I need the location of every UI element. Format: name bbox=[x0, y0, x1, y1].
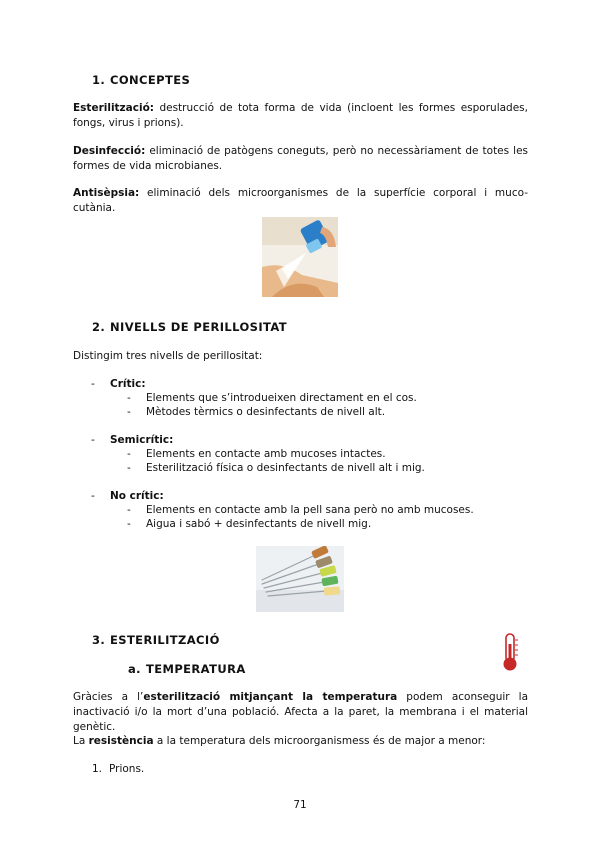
concept-disinfection: Desinfecció: eliminació de patògens coneguts, però no necessàriament de totes les formes de vida microbianes. bbox=[73, 145, 528, 172]
levels-intro: Distingim tres nivells de perillositat: bbox=[73, 350, 263, 362]
resistance-paragraph: La resistència a la temperatura dels microorganismess és de major a menor: bbox=[73, 735, 486, 747]
section-2-heading: 2. NIVELLS DE PERILLOSITAT bbox=[92, 320, 288, 334]
level-semicritical: - Semicrític: bbox=[91, 434, 174, 446]
section-3-heading: 3. ESTERILITZACIÓ bbox=[92, 633, 220, 647]
level-noncritical-item: - Aigua i sabó + desinfectants de nivell mig. bbox=[127, 518, 372, 530]
resistance-list-item: 1. Prions. bbox=[92, 763, 145, 775]
level-critical-item: - Mètodes tèrmics o desinfectants de nivell alt. bbox=[127, 406, 386, 418]
thermometer-icon bbox=[500, 632, 520, 672]
concept-sterilization: Esterilització: destrucció de tota forma de vida (incloent les formes esporulades, fongs, virus i prions). bbox=[73, 102, 528, 129]
level-semicritical-item: - Esterilització física o desinfectants de nivell alt i mig. bbox=[127, 462, 425, 474]
needles-image bbox=[256, 546, 344, 612]
level-critical: - Crític: bbox=[91, 378, 146, 390]
section-3a-heading: a. TEMPERATURA bbox=[128, 662, 246, 676]
temperature-paragraph: Gràcies a l’esterilització mitjançant la temperatura podem aconseguir la inactivació i/o la mort d’una població. Afecta a la paret, la membrana i el material genètic. bbox=[73, 691, 529, 733]
level-semicritical-item: - Elements en contacte amb mucoses intactes. bbox=[127, 448, 386, 460]
level-noncritical: - No crític: bbox=[91, 490, 164, 502]
level-noncritical-item: - Elements en contacte amb la pell sana però no amb mucoses. bbox=[127, 504, 474, 516]
level-critical-item: - Elements que s’introdueixen directament en el cos. bbox=[127, 392, 417, 404]
spray-image bbox=[262, 217, 338, 297]
concept-antisepsis: Antisèpsia: eliminació dels microorganismes de la superfície corporal i muco-cutània. bbox=[73, 187, 528, 214]
page-number: 71 bbox=[293, 799, 307, 811]
section-1-heading: 1. CONCEPTES bbox=[92, 73, 191, 87]
